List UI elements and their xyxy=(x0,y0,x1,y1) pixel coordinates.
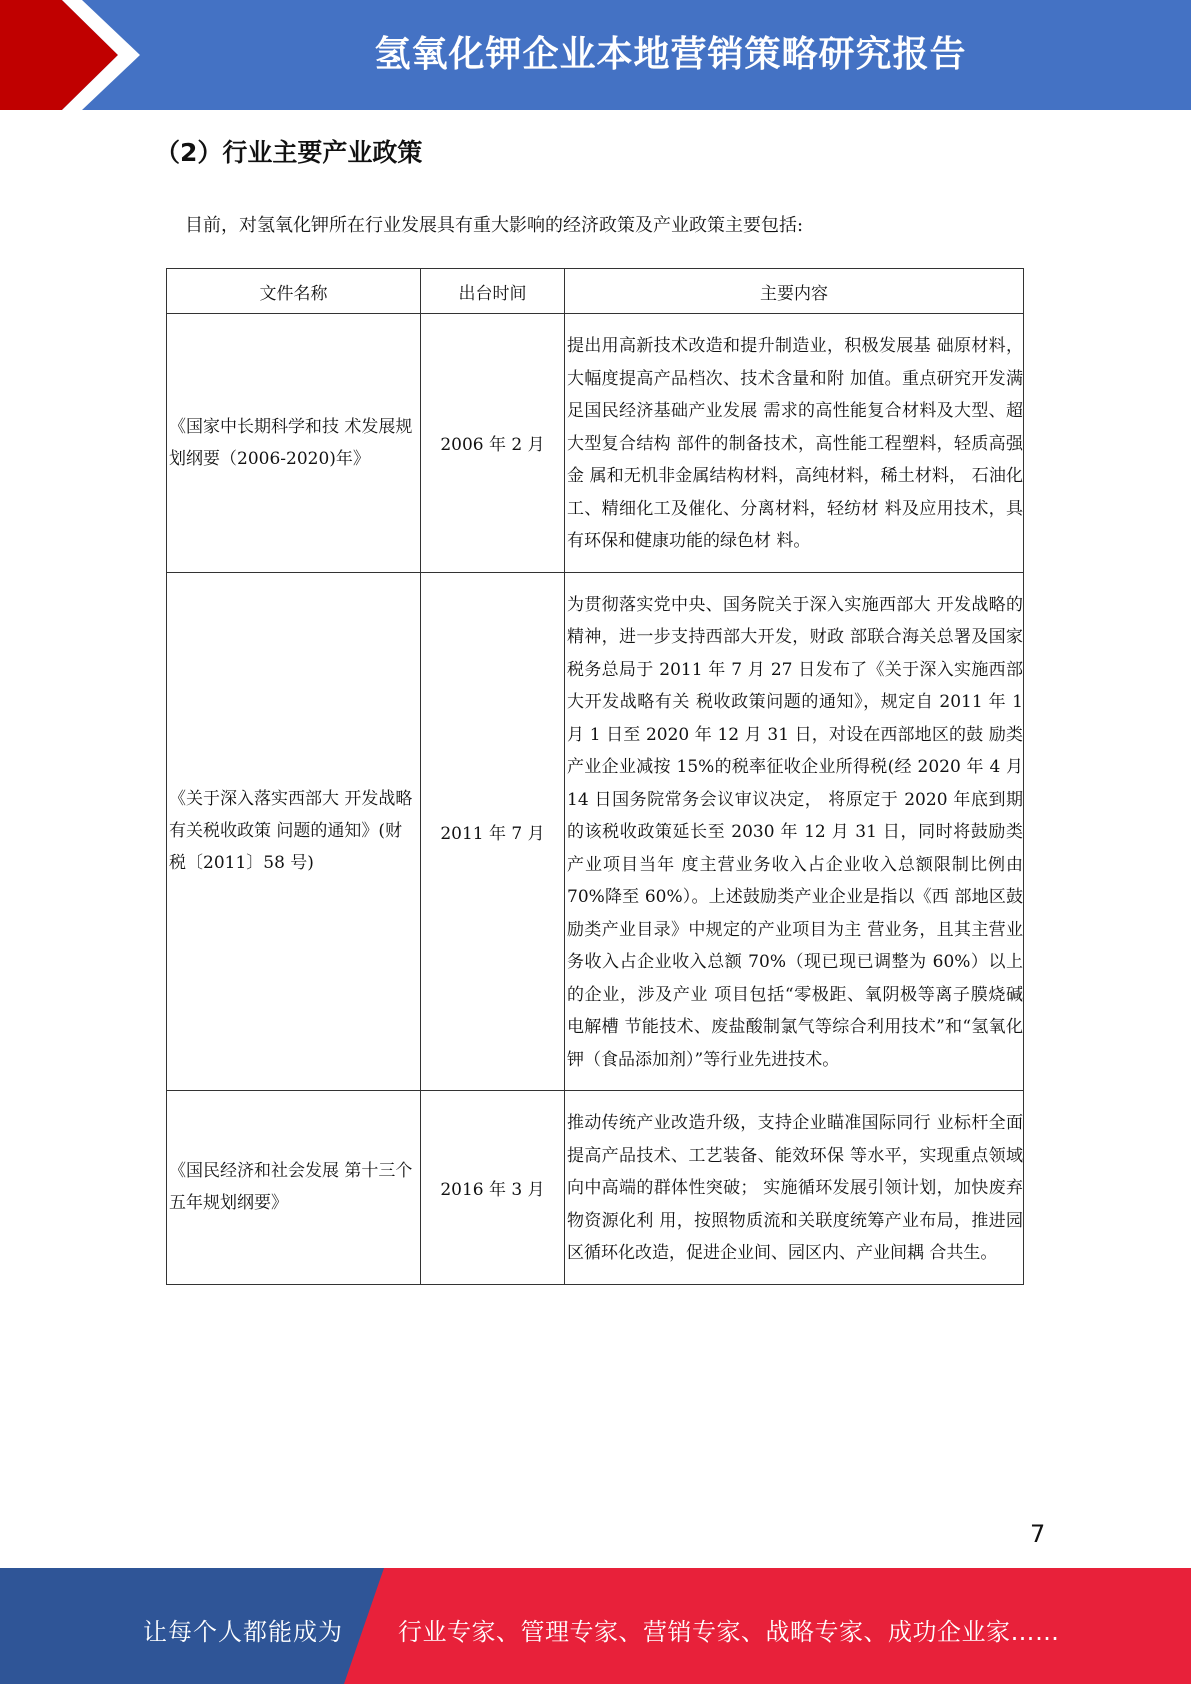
header-title: 氢氧化钾企业本地营销策略研究报告 xyxy=(374,34,967,75)
section-title: （2）行业主要产业政策 xyxy=(155,138,423,167)
table-row xyxy=(167,314,1024,573)
column-header-name: 文件名称 xyxy=(167,269,421,314)
column-header-time: 出台时间 xyxy=(421,269,565,314)
policy-name: 《国民经济和社会发展 第十三个五年规划纲要》 xyxy=(167,1091,421,1285)
policy-time: 2011 年 7 月 xyxy=(421,572,565,1091)
policy-name: 《国家中长期科学和技 术发展规划纲要（2006-2020)年》 xyxy=(167,314,421,573)
footer-slogan-left: 让每个人都能成为 xyxy=(143,1618,343,1646)
policy-table xyxy=(166,268,1024,1285)
table-header-row xyxy=(167,269,1024,314)
footer-slogan-right: 行业专家、管理专家、营销专家、战略专家、成功企业家…… xyxy=(398,1618,1060,1646)
page-header xyxy=(0,0,1191,110)
column-header-content: 主要内容 xyxy=(565,269,1024,314)
policy-content: 为贯彻落实党中央、国务院关于深入实施西部大 开发战略的精神，进一步支持西部大开发，财政 部联合海关总署及国家税务总局于 2011 年 7 月 27 日发布了《关于深入实施西部大开发战略有关 税收政策问题的通知》，规定自 2011 年 1 月 1 日至 2020 年 12 月 31 日，对设在西部地区的鼓 励类产业企业减按 15%的税率征收企业所得税(经 2020 年 4 月 14 日国务院常务会议审议决定， 将原定于 2020 年底到期的该税收政策延长至 2030 年 12 月 31 日，同时将鼓励类产业项目当年 度主营业务收入占企业收入总额限制比例由 70%降至 60%）。上述鼓励类产业企业是指以《西 部地区鼓励类产业目录》中规定的产业项目为主 营业务，且其主营业务收入占企业收入总额 70%（现已现已调整为 60%）以上的企业，涉及产业 项目包括“零极距、氧阴极等离子膜烧碱电解槽 节能技术、废盐酸制氯气等综合利用技术”和“氢氧化钾（食品添加剂）”等行业先进技术。 xyxy=(565,572,1024,1091)
page-number: 7 xyxy=(1030,1520,1046,1548)
policy-content: 推动传统产业改造升级，支持企业瞄准国际同行 业标杆全面提高产品技术、工艺装备、能效环保 等水平，实现重点领域向中高端的群体性突破； 实施循环发展引领计划，加快废弃物资源化利 用，按照物质流和关联度统筹产业布局，推进园 区循环化改造，促进企业间、园区内、产业间耦 合共生。 xyxy=(565,1091,1024,1285)
policy-time: 2016 年 3 月 xyxy=(421,1091,565,1285)
policy-name: 《关于深入落实西部大 开发战略有关税收政策 问题的通知》(财税〔2011〕58 号) xyxy=(167,572,421,1091)
policy-time: 2006 年 2 月 xyxy=(421,314,565,573)
table-row xyxy=(167,1091,1024,1285)
table-row xyxy=(167,572,1024,1091)
policy-content: 提出用高新技术改造和提升制造业，积极发展基 础原材料，大幅度提高产品档次、技术含量和附 加值。重点研究开发满足国民经济基础产业发展 需求的高性能复合材料及大型、超大型复合结构 部件的制备技术，高性能工程塑料，轻质高强金 属和无机非金属结构材料，高纯材料，稀土材料， 石油化工、精细化工及催化、分离材料，轻纺材 料及应用技术，具有环保和健康功能的绿色材 料。 xyxy=(565,314,1024,573)
intro-paragraph: 目前，对氢氧化钾所在行业发展具有重大影响的经济政策及产业政策主要包括: xyxy=(185,215,804,236)
